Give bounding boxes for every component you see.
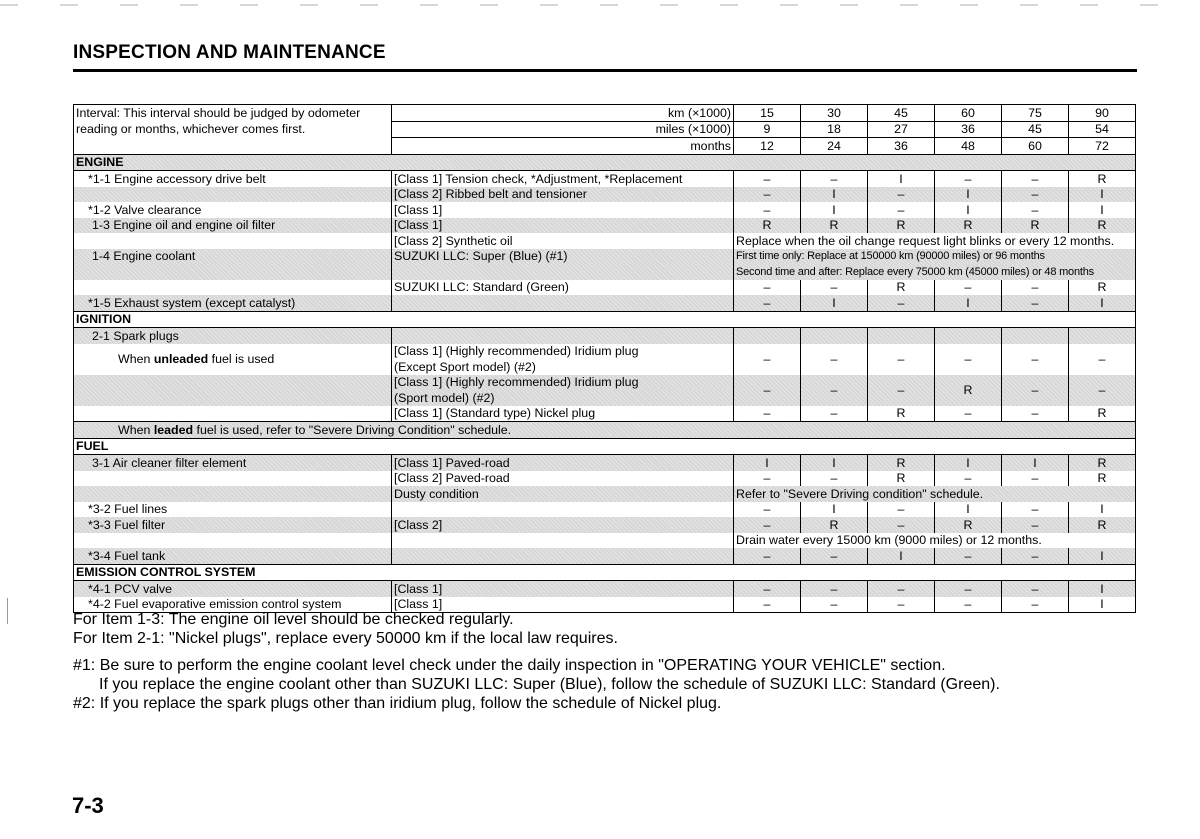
operation-label: [Class 1] (Standard type) Nickel plug	[392, 406, 734, 422]
span-note: Refer to "Severe Driving condition" schedule.	[734, 486, 1136, 502]
schedule-cell	[734, 328, 801, 344]
schedule-cell: –	[935, 581, 1002, 597]
schedule-cell: I	[801, 295, 868, 311]
operation-label: [Class 2]	[392, 517, 734, 533]
schedule-cell: –	[1002, 295, 1069, 311]
schedule-cell: –	[801, 171, 868, 187]
schedule-cell	[1002, 328, 1069, 344]
table-row	[74, 406, 1136, 422]
schedule-cell	[1069, 328, 1136, 344]
leaded-bold: leaded	[153, 422, 194, 437]
schedule-cell: –	[1002, 597, 1069, 613]
schedule-cell: –	[1002, 280, 1069, 296]
miles-cell: 18	[801, 121, 868, 138]
miles-cell: 9	[734, 121, 801, 138]
table-row	[74, 328, 1136, 344]
km-cell: 60	[935, 105, 1002, 122]
table-row	[74, 249, 1136, 265]
section-heading: ENGINE	[74, 154, 1136, 171]
page-title: INSPECTION AND MAINTENANCE	[73, 42, 386, 63]
operation-label: [Class 2] Synthetic oil	[392, 233, 734, 249]
schedule-cell: –	[734, 202, 801, 218]
table-row	[74, 581, 1136, 597]
schedule-cell: R	[1069, 171, 1136, 187]
km-cell: 75	[1002, 105, 1069, 122]
schedule-cell: –	[734, 344, 801, 375]
operation-label: Dusty condition	[392, 486, 734, 502]
schedule-cell: –	[801, 280, 868, 296]
months-cell: 48	[935, 138, 1002, 155]
months-cell: 12	[734, 138, 801, 155]
schedule-cell: R	[734, 218, 801, 234]
schedule-cell: –	[935, 171, 1002, 187]
schedule-cell: I	[868, 171, 935, 187]
schedule-cell: I	[935, 455, 1002, 471]
km-cell: 45	[868, 105, 935, 122]
schedule-cell: –	[935, 344, 1002, 375]
schedule-cell: I	[801, 455, 868, 471]
leaded-post: fuel is used, refer to "Severe Driving Condition" schedule.	[193, 422, 512, 437]
schedule-cell: –	[1002, 171, 1069, 187]
schedule-cell: I	[1069, 502, 1136, 518]
km-cell: 90	[1069, 105, 1136, 122]
item-label	[74, 233, 392, 249]
item-label: 1-3 Engine oil and engine oil filter	[74, 218, 392, 234]
section-emission	[74, 564, 1136, 581]
months-cell: 60	[1002, 138, 1069, 155]
span-note: Drain water every 15000 km (9000 miles) or 12 months.	[734, 533, 1136, 549]
schedule-cell: –	[935, 597, 1002, 613]
operation-label: [Class 1] Paved-road	[392, 455, 734, 471]
item-label: 2-1 Spark plugs	[74, 328, 392, 344]
schedule-cell: –	[1002, 187, 1069, 203]
section-ignition	[74, 311, 1136, 328]
schedule-cell	[868, 328, 935, 344]
schedule-cell: R	[868, 471, 935, 487]
section-heading: IGNITION	[74, 311, 1136, 328]
operation-label	[392, 548, 734, 564]
schedule-cell	[935, 328, 1002, 344]
top-scan-marks	[0, 4, 1200, 6]
unit-months: months	[392, 138, 734, 155]
item-label: *4-2 Fuel evaporative emission control system	[74, 597, 392, 613]
interval-note-2: reading or months, whichever comes first.	[74, 121, 392, 138]
schedule-cell: –	[868, 502, 935, 518]
schedule-cell: –	[734, 502, 801, 518]
table-row	[74, 422, 1136, 439]
months-cell: 36	[868, 138, 935, 155]
item-label	[74, 406, 392, 422]
miles-cell: 45	[1002, 121, 1069, 138]
schedule-cell: –	[935, 471, 1002, 487]
schedule-cell: I	[801, 187, 868, 203]
item-label: 3-1 Air cleaner filter element	[74, 455, 392, 471]
schedule-cell: –	[868, 597, 935, 613]
schedule-cell: –	[868, 295, 935, 311]
schedule-cell: –	[801, 597, 868, 613]
schedule-cell: I	[935, 187, 1002, 203]
schedule-cell: I	[1069, 202, 1136, 218]
page-number: 7-3	[72, 793, 104, 818]
schedule-cell: –	[801, 406, 868, 422]
note-coolant: #1: Be sure to perform the engine coolant level check under the daily inspection in "OPERATING YOUR VEHICLE" section.	[73, 657, 946, 674]
item-label: *1-2 Valve clearance	[74, 202, 392, 218]
item-label	[74, 280, 392, 296]
schedule-cell: R	[1069, 455, 1136, 471]
miles-cell: 27	[868, 121, 935, 138]
table-row	[74, 344, 1136, 360]
operation-label	[392, 295, 734, 311]
maintenance-schedule-table	[73, 104, 1136, 613]
schedule-cell: –	[801, 581, 868, 597]
operation-label: [Class 1] (Highly recommended) Iridium plug	[392, 375, 734, 391]
item-label	[74, 375, 392, 406]
unit-km: km (×1000)	[392, 105, 734, 122]
operation-label: [Class 1] Tension check, *Adjustment, *Replacement	[392, 171, 734, 187]
table-row	[74, 502, 1136, 518]
schedule-cell: –	[868, 187, 935, 203]
miles-cell: 36	[935, 121, 1002, 138]
schedule-cell: –	[1069, 344, 1136, 375]
schedule-cell: –	[1069, 375, 1136, 406]
operation-label: [Class 1]	[392, 202, 734, 218]
table-row	[74, 264, 1136, 280]
operation-label: [Class 1]	[392, 597, 734, 613]
note-item-2-1: For Item 2-1: "Nickel plugs", replace every 50000 km if the local law requires.	[73, 630, 618, 647]
item-label	[74, 533, 392, 549]
schedule-cell: I	[935, 295, 1002, 311]
operation-label	[392, 502, 734, 518]
operation-label: (Sport model) (#2)	[392, 390, 734, 406]
header-row-months	[74, 138, 1136, 155]
schedule-cell: –	[868, 375, 935, 406]
schedule-cell: I	[1069, 581, 1136, 597]
operation-label: [Class 1]	[392, 218, 734, 234]
schedule-cell: –	[734, 171, 801, 187]
schedule-cell: –	[734, 295, 801, 311]
schedule-cell: R	[1069, 406, 1136, 422]
schedule-cell: R	[868, 406, 935, 422]
schedule-cell: –	[1002, 344, 1069, 375]
item-label: 1-4 Engine coolant	[74, 249, 392, 265]
schedule-cell: –	[734, 406, 801, 422]
schedule-cell: R	[868, 218, 935, 234]
note-spacer	[73, 648, 1000, 656]
table-row	[74, 218, 1136, 234]
header-row-km	[74, 105, 1136, 122]
schedule-cell: R	[868, 455, 935, 471]
operation-label	[392, 264, 734, 280]
schedule-cell: –	[1002, 581, 1069, 597]
table-row	[74, 171, 1136, 187]
footnotes	[73, 610, 1000, 713]
schedule-cell: –	[868, 344, 935, 375]
item-label	[74, 486, 392, 502]
schedule-cell: –	[734, 581, 801, 597]
table-row	[74, 486, 1136, 502]
schedule-cell: –	[734, 597, 801, 613]
operation-label: SUZUKI LLC: Super (Blue) (#1)	[392, 249, 734, 265]
schedule-cell: R	[1069, 218, 1136, 234]
km-cell: 15	[734, 105, 801, 122]
schedule-cell: –	[935, 548, 1002, 564]
item-label-pre: When	[118, 352, 154, 366]
miles-cell: 54	[1069, 121, 1136, 138]
leaded-note	[74, 422, 1136, 439]
schedule-cell: –	[734, 375, 801, 406]
schedule-cell: R	[868, 280, 935, 296]
section-fuel	[74, 438, 1136, 455]
schedule-cell: R	[935, 375, 1002, 406]
schedule-cell: –	[935, 280, 1002, 296]
schedule-cell: I	[935, 202, 1002, 218]
schedule-cell: I	[1002, 455, 1069, 471]
operation-label: [Class 2] Ribbed belt and tensioner	[392, 187, 734, 203]
section-heading: EMISSION CONTROL SYSTEM	[74, 564, 1136, 581]
item-label: *4-1 PCV valve	[74, 581, 392, 597]
interval-note-blank	[74, 138, 392, 155]
schedule-cell: –	[1002, 375, 1069, 406]
schedule-cell: –	[734, 187, 801, 203]
span-note: Replace when the oil change request light blinks or every 12 months.	[734, 233, 1136, 249]
schedule-cell: –	[801, 548, 868, 564]
span-note: First time only: Replace at 150000 km (90000 miles) or 96 months	[734, 249, 1136, 265]
table-row	[74, 202, 1136, 218]
schedule-cell: I	[801, 202, 868, 218]
table-row	[74, 548, 1136, 564]
schedule-cell	[801, 328, 868, 344]
operation-label: [Class 1] (Highly recommended) Iridium plug	[392, 344, 734, 360]
item-label	[74, 187, 392, 203]
schedule-cell: I	[801, 502, 868, 518]
schedule-cell: –	[801, 344, 868, 375]
item-label	[74, 264, 392, 280]
schedule-cell: I	[1069, 187, 1136, 203]
operation-label: (Except Sport model) (#2)	[392, 359, 734, 375]
item-label: *3-3 Fuel filter	[74, 517, 392, 533]
schedule-cell: I	[868, 548, 935, 564]
table-row	[74, 295, 1136, 311]
item-label-bold: unleaded	[153, 352, 209, 366]
schedule-cell: R	[935, 517, 1002, 533]
schedule-cell: –	[801, 375, 868, 406]
table-row	[74, 533, 1136, 549]
schedule-cell: R	[1002, 218, 1069, 234]
item-label: *1-5 Exhaust system (except catalyst)	[74, 295, 392, 311]
schedule-cell: –	[868, 517, 935, 533]
item-label-post: fuel is used	[208, 352, 275, 366]
unit-miles: miles (×1000)	[392, 121, 734, 138]
schedule-cell: –	[734, 517, 801, 533]
operation-label: [Class 1]	[392, 581, 734, 597]
schedule-cell: R	[1069, 280, 1136, 296]
schedule-cell: I	[1069, 597, 1136, 613]
schedule-cell: –	[1002, 517, 1069, 533]
item-label	[74, 344, 392, 375]
operation-label	[392, 328, 734, 344]
interval-note-1: Interval: This interval should be judged by odometer	[74, 105, 392, 122]
item-label: *3-2 Fuel lines	[74, 502, 392, 518]
schedule-cell: I	[1069, 295, 1136, 311]
title-rule	[73, 69, 1137, 72]
schedule-cell: I	[1069, 548, 1136, 564]
schedule-cell: –	[868, 202, 935, 218]
table-row	[74, 375, 1136, 391]
schedule-cell: I	[734, 455, 801, 471]
operation-label: [Class 2] Paved-road	[392, 471, 734, 487]
schedule-cell: –	[1002, 548, 1069, 564]
schedule-cell: R	[1069, 471, 1136, 487]
section-engine	[74, 154, 1136, 171]
item-label: *3-4 Fuel tank	[74, 548, 392, 564]
schedule-cell: I	[935, 502, 1002, 518]
note-coolant-cont: If you replace the engine coolant other than SUZUKI LLC: Super (Blue), follow the schedule of SUZUKI LLC: Standard (Green).	[99, 676, 1000, 693]
header-row-miles	[74, 121, 1136, 138]
table-row	[74, 517, 1136, 533]
schedule-cell: –	[1002, 502, 1069, 518]
schedule-cell: R	[935, 218, 1002, 234]
note-item-1-3: For Item 1-3: The engine oil level should be checked regularly.	[73, 611, 514, 628]
schedule-cell: –	[1002, 406, 1069, 422]
table-row	[74, 455, 1136, 471]
schedule-cell: R	[801, 517, 868, 533]
schedule-cell: –	[935, 406, 1002, 422]
schedule-cell: –	[734, 471, 801, 487]
km-cell: 30	[801, 105, 868, 122]
schedule-cell: –	[868, 581, 935, 597]
table-row	[74, 233, 1136, 249]
span-note: Second time and after: Replace every 75000 km (45000 miles) or 48 months	[734, 264, 1136, 280]
schedule-cell: R	[1069, 517, 1136, 533]
schedule-cell: R	[801, 218, 868, 234]
item-label: *1-1 Engine accessory drive belt	[74, 171, 392, 187]
table-row	[74, 280, 1136, 296]
note-spark-plugs: #2: If you replace the spark plugs other than iridium plug, follow the schedule of Nickel plug.	[73, 695, 722, 712]
months-cell: 24	[801, 138, 868, 155]
schedule-cell: –	[734, 280, 801, 296]
leaded-pre: When	[118, 422, 154, 437]
item-label	[74, 471, 392, 487]
margin-mark	[7, 598, 8, 624]
schedule-cell: –	[1002, 202, 1069, 218]
operation-label: SUZUKI LLC: Standard (Green)	[392, 280, 734, 296]
table-row	[74, 471, 1136, 487]
schedule-cell: –	[1002, 471, 1069, 487]
schedule-cell: –	[801, 471, 868, 487]
months-cell: 72	[1069, 138, 1136, 155]
section-heading: FUEL	[74, 438, 1136, 455]
table-row	[74, 187, 1136, 203]
schedule-cell: –	[734, 548, 801, 564]
operation-label	[392, 533, 734, 549]
